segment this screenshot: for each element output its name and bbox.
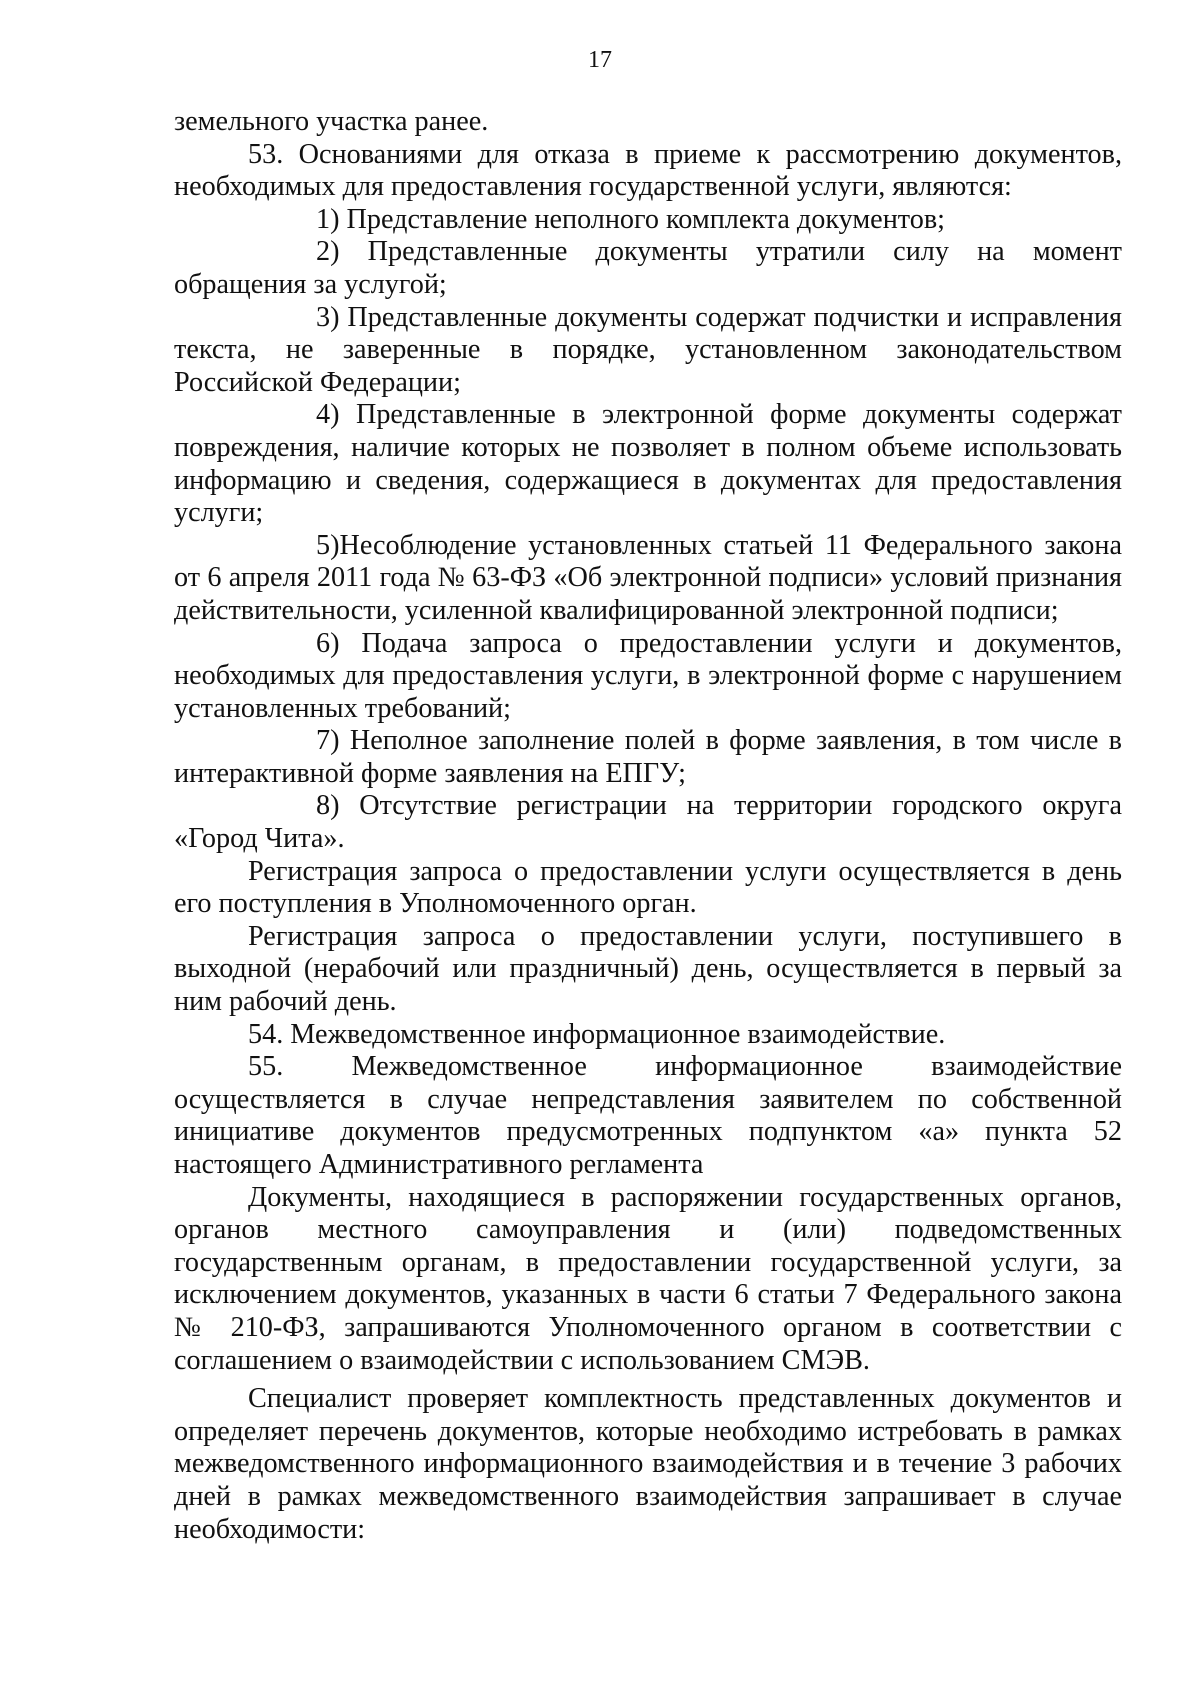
list-item-1: 1) Представление неполного комплекта документов; — [316, 203, 945, 235]
paragraph-documents: Документы, находящиеся в распоряжении государственных органов, органов местного самоуправления и (или) подведомственных государственным органам, в предоставлении государственной услуги, за исключением документов, указанных в части 6 статьи 7 Федерального закона № 210-ФЗ, запрашиваются Уполномоченного органом в соответствии с соглашением о взаимодействии с использованием СМЭВ. — [174, 1181, 1122, 1376]
document-body — [174, 106, 1122, 1546]
list-item-7: 7) Неполное заполнение полей в форме заявления, в том числе в интерактивной форме заявления на ЕПГУ; — [174, 725, 1122, 789]
paragraph-specialist: Специалист проверяет комплектность представленных документов и определяет перечень документов, которые необходимо истребовать в рамках межведомственного информационного взаимодействия и в течение 3 рабочих дней в рамках межведомственного взаимодействия запрашивает в случае необходимости: — [174, 1383, 1122, 1545]
paragraph-registration: Регистрация запроса о предоставлении услуги осуществляется в день его поступления в Уполномоченного орган. — [174, 855, 1122, 920]
list-item-2: 2) Представленные документы утратили силу на момент обращения за услугой; — [174, 236, 1122, 300]
list-item-5: 5)Несоблюдение установленных статьей 11 Федерального закона от 6 апреля 2011 года № 63-ФЗ «Об электронной подписи» условий признания действительности, усиленной квалифицированной электронной подписи; — [174, 529, 1122, 626]
paragraph-55: 55. Межведомственное информационное взаимодействие осуществляется в случае непредставления заявителем по собственной инициативе документов предусмотренных подпунктом «а» пункта 52 настоящего Административного регламента — [174, 1051, 1122, 1180]
list-item-4: 4) Представленные в электронной форме документы содержат повреждения, наличие которых не позволяет в полном объеме использовать информацию и сведения, содержащиеся в документах для предоставления услуги; — [174, 399, 1122, 529]
page-number: 17 — [588, 47, 612, 73]
paragraph-53: 53. Основаниями для отказа в приеме к рассмотрению документов, необходимых для предоставления государственной услуги, являются: — [174, 138, 1122, 203]
paragraph-registration-holiday: Регистрация запроса о предоставлении услуги, поступившего в выходной (нерабочий или праздничный) день, осуществляется в первый за ним рабочий день. — [174, 920, 1122, 1018]
list-item-3: 3) Представленные документы содержат подчистки и исправления текста, не заверенные в порядке, установленном законодательством Российской Федерации; — [174, 301, 1122, 398]
list-item-8: 8) Отсутствие регистрации на территории городского округа «Город Чита». — [174, 790, 1122, 855]
paragraph-54: 54. Межведомственное информационное взаимодействие. — [248, 1018, 946, 1050]
paragraph-continuation: земельного участка ранее. — [174, 106, 489, 137]
list-item-6: 6) Подача запроса о предоставлении услуги и документов, необходимых для предоставления услуги, в электронной форме с нарушением установленных требований; — [174, 627, 1122, 724]
